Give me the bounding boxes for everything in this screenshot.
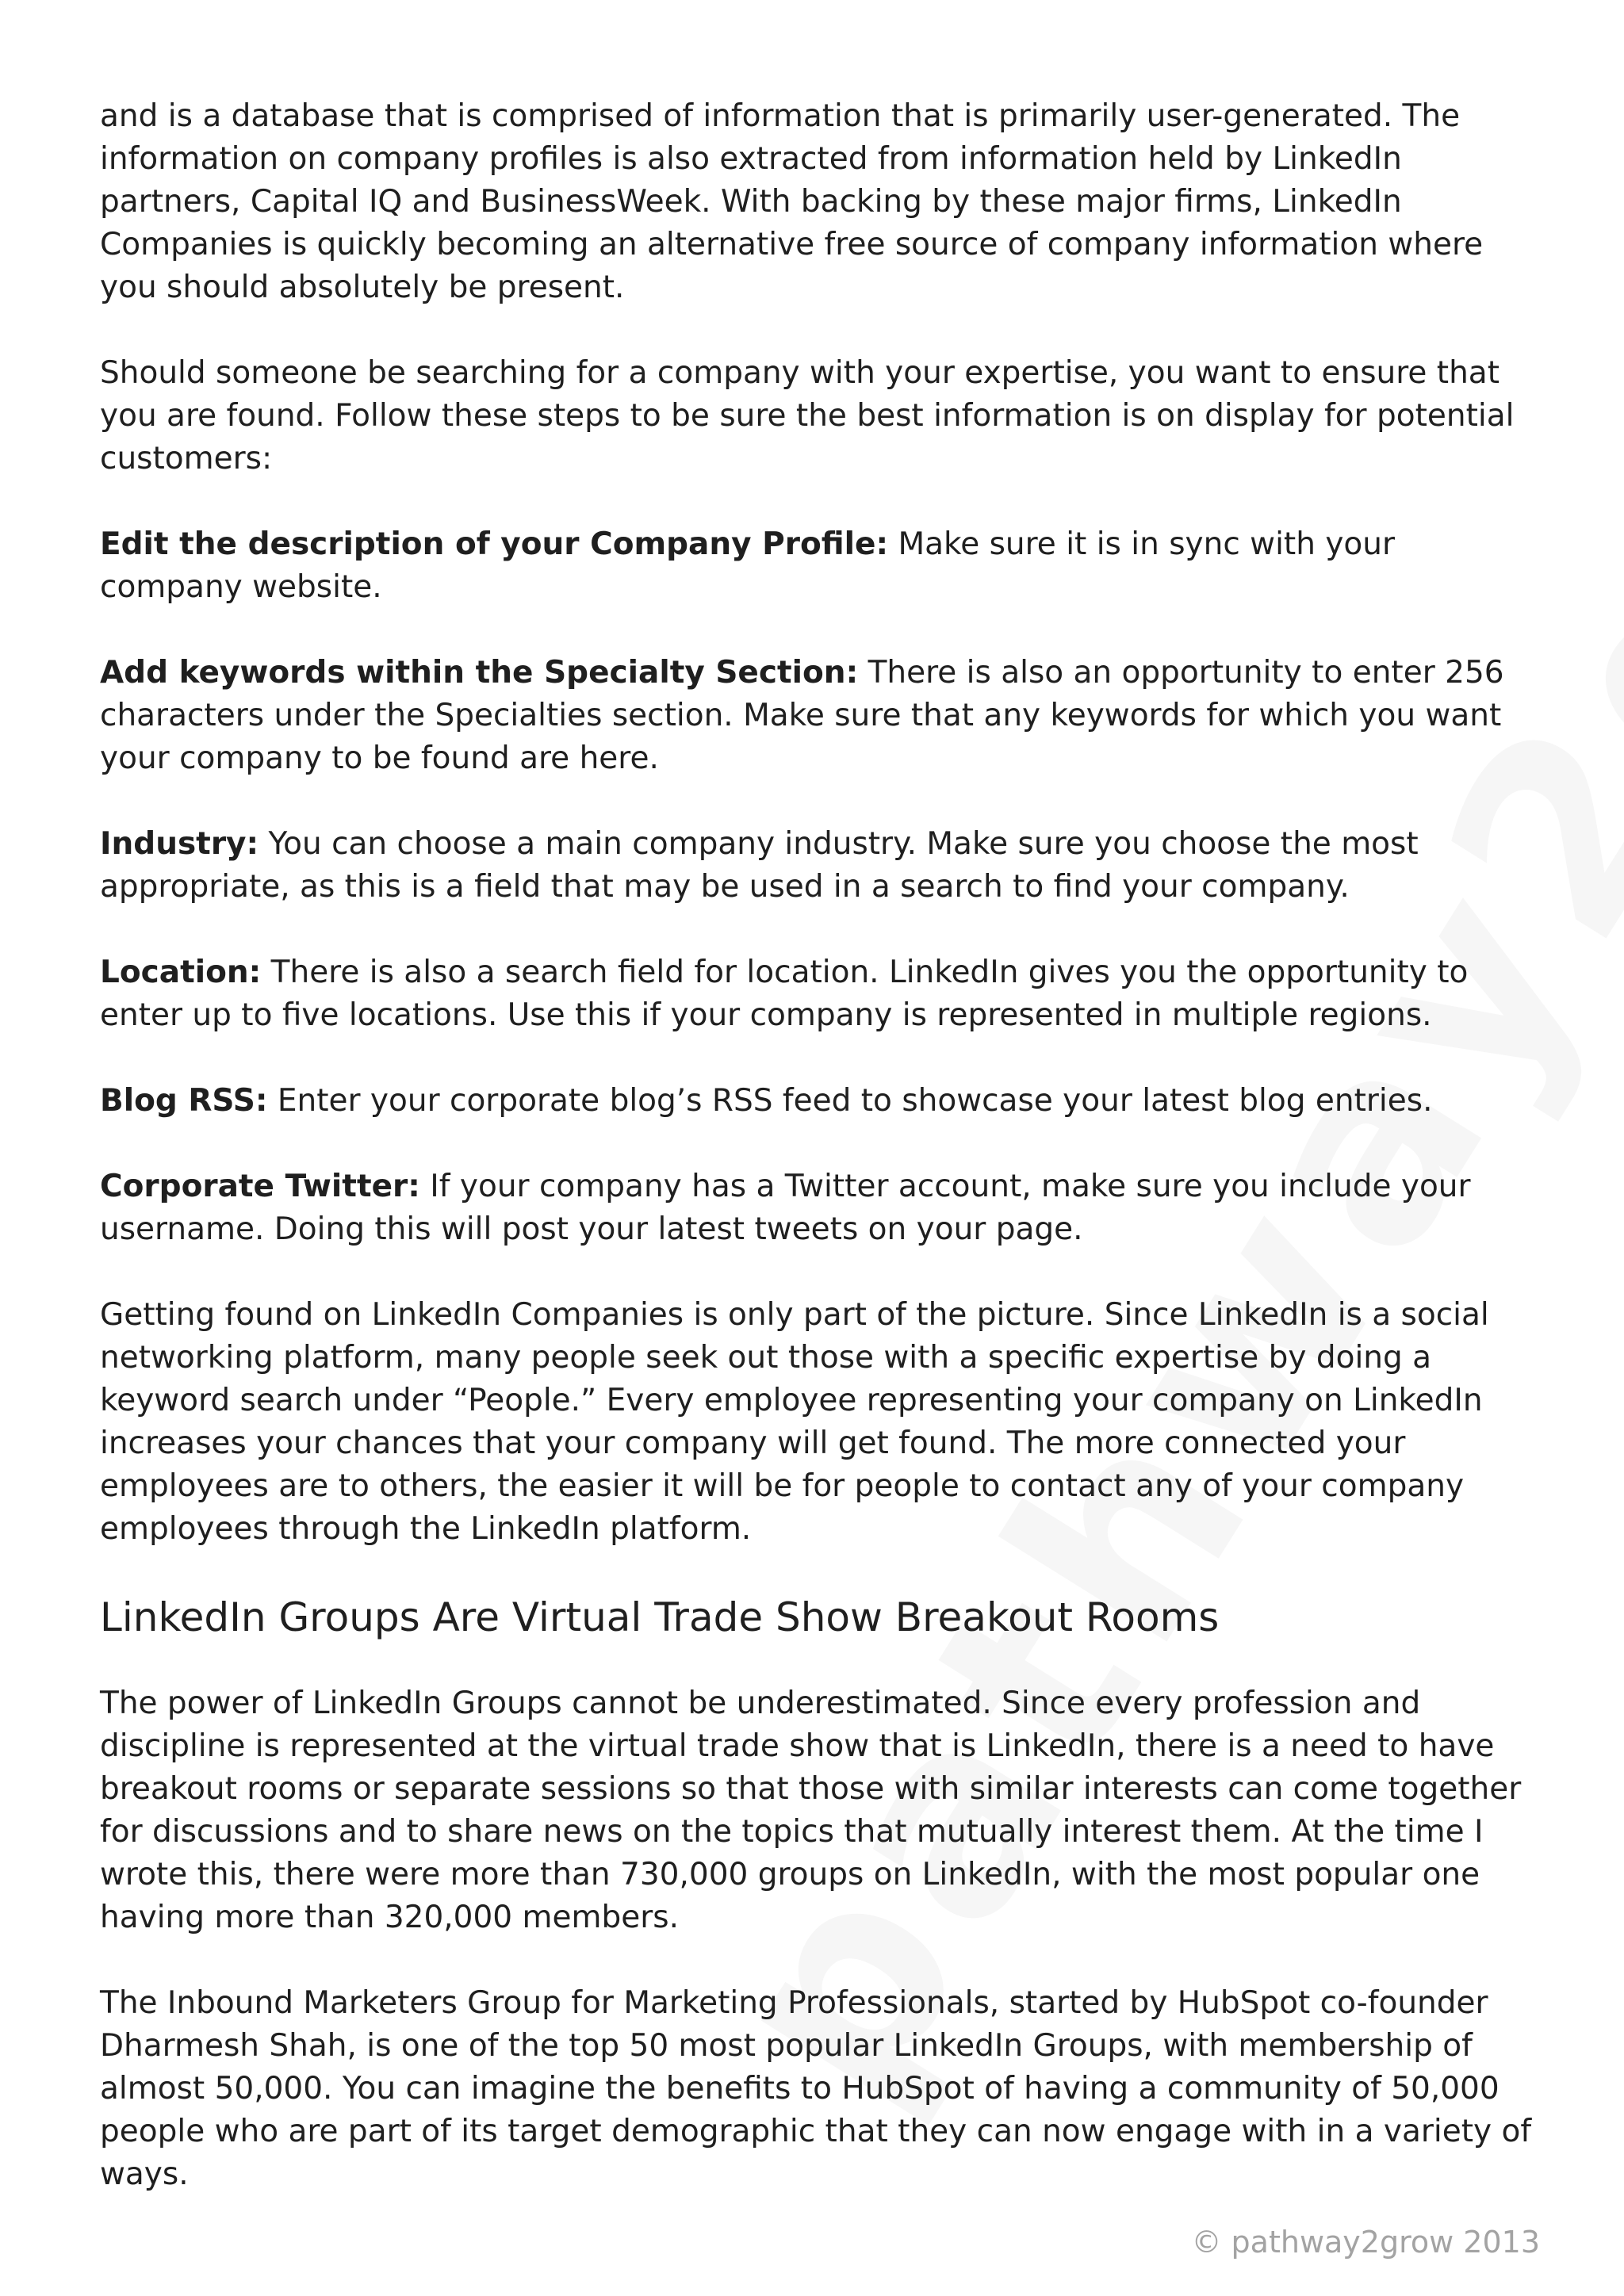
- document-page: [100, 95, 1543, 2239]
- step-location: [100, 951, 1543, 1037]
- intro-paragraph-1: and is a database that is comprised of information that is primarily user-generated. The information on company profiles is also extracted from information held by LinkedIn partners, Capital IQ and BusinessWeek. With backing by these major firms, LinkedIn Companies is quickly becoming an alternative free source of company information where you should absolutely be present.: [100, 98, 1484, 305]
- after-steps-paragraph: Getting found on LinkedIn Companies is only part of the picture. Since LinkedIn is a social networking platform, many people seek out those with a specific expertise by doing a keyword search under “People.” Every employee representing your company on LinkedIn increases your chances that your company will get found. The more connected your employees are to others, the easier it will be for people to contact any of your company employees through the LinkedIn platform.: [100, 1297, 1489, 1547]
- step-text: You can choose a main company industry. Make sure you choose the most appropriate, as this is a field that may be used in a search to find your company.: [100, 826, 1419, 905]
- step-label: Edit the description of your Company Profile:: [100, 526, 889, 562]
- copyright-footer: © pathway2grow 2013: [1191, 2225, 1540, 2260]
- step-text: Enter your corporate blog’s RSS feed to showcase your latest blog entries.: [267, 1083, 1433, 1119]
- step-text: Make sure it is in sync with your company website.: [100, 526, 1396, 605]
- step-industry: [100, 823, 1543, 909]
- step-blog-rss: [100, 1080, 1543, 1123]
- step-label: Blog RSS:: [100, 1083, 268, 1119]
- step-label: Location:: [100, 955, 262, 990]
- step-label: Corporate Twitter:: [100, 1169, 420, 1204]
- section-heading: LinkedIn Groups Are Virtual Trade Show Breakout Rooms: [100, 1594, 1220, 1640]
- step-text: There is also an opportunity to enter 256 characters under the Specialties section. Make sure that any keywords for which you want your company to be found are here.: [100, 655, 1504, 776]
- intro-paragraph-2: Should someone be searching for a company with your expertise, you want to ensure that you are found. Follow these steps to be sure the best information is on display for potential customers:: [100, 355, 1515, 476]
- step-company-profile: [100, 523, 1543, 609]
- step-label: Add keywords within the Specialty Section:: [100, 655, 859, 691]
- step-corporate-twitter: [100, 1165, 1543, 1251]
- step-specialty-section: [100, 652, 1543, 780]
- step-text: There is also a search field for location. LinkedIn gives you the opportunity to enter up to five locations. Use this if your company is represented in multiple regions.: [100, 955, 1469, 1033]
- section-paragraph-1: The power of LinkedIn Groups cannot be underestimated. Since every profession and discipline is represented at the virtual trade show that is LinkedIn, there is a need to have breakout rooms or separate sessions so that those with similar interests can come together for discussions and to share news on the topics that mutually interest them. At the time I wrote this, there were more than 730,000 groups on LinkedIn, with the most popular one having more than 320,000 members.: [100, 1686, 1522, 1935]
- step-label: Industry:: [100, 826, 259, 862]
- step-text: If your company has a Twitter account, make sure you include your username. Doing this will post your latest tweets on your page.: [100, 1169, 1471, 1247]
- section-paragraph-2: The Inbound Marketers Group for Marketing Professionals, started by HubSpot co-founder Dharmesh Shah, is one of the top 50 most popular LinkedIn Groups, with membership of almost 50,000. You can imagine the benefits to HubSpot of having a community of 50,000 people who are part of its target demographic that they can now engage with in a variety of ways.: [100, 1985, 1532, 2192]
